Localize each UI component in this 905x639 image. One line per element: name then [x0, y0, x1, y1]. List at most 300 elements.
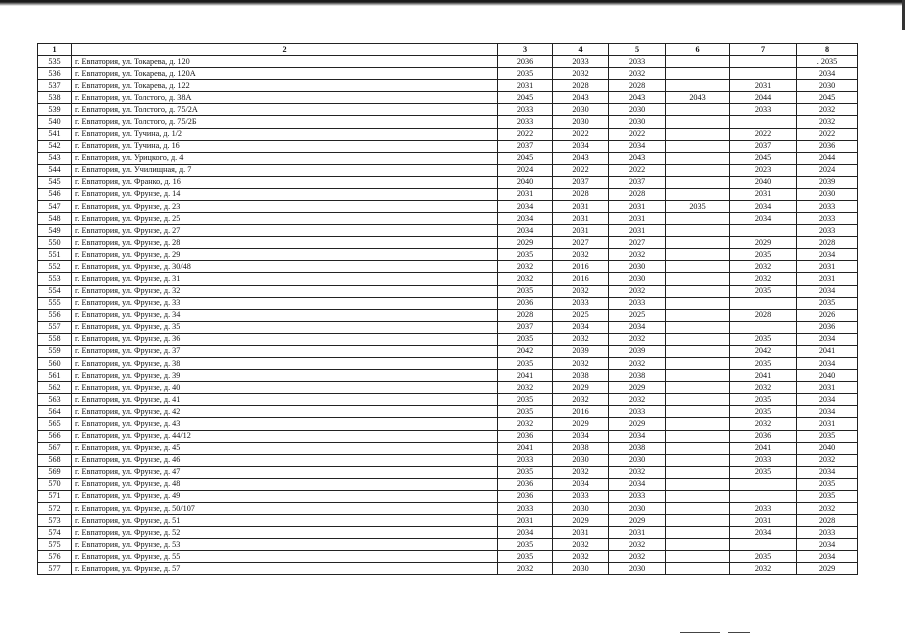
value-cell-col-3: 2036 — [498, 56, 553, 68]
address-cell: г. Евпатория, ул. Фрунзе, д. 50/107 — [72, 502, 498, 514]
value-cell-col-3: 2034 — [498, 527, 553, 539]
value-cell-col-5: 2030 — [609, 563, 666, 575]
value-cell-col-6 — [666, 515, 730, 527]
value-cell-col-5: 2033 — [609, 490, 666, 502]
value-cell-col-7: 2035 — [730, 249, 797, 261]
row-number-cell: 541 — [38, 128, 72, 140]
value-cell-col-3: 2042 — [498, 345, 553, 357]
value-cell-col-8: 2034 — [797, 68, 858, 80]
value-cell-col-8: 2030 — [797, 188, 858, 200]
value-cell-col-5: 2029 — [609, 515, 666, 527]
value-cell-col-6 — [666, 188, 730, 200]
row-number-cell: 572 — [38, 502, 72, 514]
value-cell-col-7: 2035 — [730, 394, 797, 406]
value-cell-col-8: 2036 — [797, 140, 858, 152]
table-row — [38, 502, 858, 514]
value-cell-col-5: 2030 — [609, 273, 666, 285]
address-cell: г. Евпатория, ул. Фрунзе, д. 48 — [72, 478, 498, 490]
row-number-cell: 546 — [38, 188, 72, 200]
value-cell-col-4: 2032 — [553, 539, 609, 551]
value-cell-col-7: 2031 — [730, 80, 797, 92]
value-cell-col-3: 2037 — [498, 321, 553, 333]
table-row — [38, 490, 858, 502]
value-cell-col-5: 2022 — [609, 164, 666, 176]
table-row — [38, 201, 858, 213]
value-cell-col-4: 2031 — [553, 213, 609, 225]
value-cell-col-3: 2041 — [498, 370, 553, 382]
value-cell-col-7: 2033 — [730, 104, 797, 116]
address-cell: г. Евпатория, ул. Тучина, д. 16 — [72, 140, 498, 152]
value-cell-col-7: 2032 — [730, 273, 797, 285]
value-cell-col-3: 2035 — [498, 551, 553, 563]
address-cell: г. Евпатория, ул. Токарева, д. 122 — [72, 80, 498, 92]
row-number-cell: 545 — [38, 176, 72, 188]
address-cell: г. Евпатория, ул. Фрунзе, д. 53 — [72, 539, 498, 551]
value-cell-col-3: 2032 — [498, 382, 553, 394]
value-cell-col-3: 2035 — [498, 466, 553, 478]
row-number-cell: 543 — [38, 152, 72, 164]
row-number-cell: 559 — [38, 345, 72, 357]
address-cell: г. Евпатория, ул. Фрунзе, д. 35 — [72, 321, 498, 333]
value-cell-col-4: 2030 — [553, 104, 609, 116]
value-cell-col-8: . 2035 — [797, 56, 858, 68]
value-cell-col-7 — [730, 68, 797, 80]
address-cell: г. Евпатория, ул. Фрунзе, д. 14 — [72, 188, 498, 200]
value-cell-col-4: 2028 — [553, 80, 609, 92]
row-number-cell: 556 — [38, 309, 72, 321]
table-body — [38, 56, 858, 575]
value-cell-col-8: 2034 — [797, 394, 858, 406]
value-cell-col-3: 2041 — [498, 442, 553, 454]
value-cell-col-4: 2043 — [553, 92, 609, 104]
value-cell-col-8: 2040 — [797, 442, 858, 454]
row-number-cell: 550 — [38, 237, 72, 249]
value-cell-col-8: 2035 — [797, 490, 858, 502]
value-cell-col-8: 2034 — [797, 285, 858, 297]
row-number-cell: 570 — [38, 478, 72, 490]
value-cell-col-5: 2027 — [609, 237, 666, 249]
value-cell-col-3: 2035 — [498, 249, 553, 261]
register-table — [37, 43, 858, 575]
value-cell-col-6 — [666, 140, 730, 152]
value-cell-col-6 — [666, 213, 730, 225]
row-number-cell: 565 — [38, 418, 72, 430]
value-cell-col-3: 2035 — [498, 333, 553, 345]
value-cell-col-4: 2029 — [553, 515, 609, 527]
table-row — [38, 188, 858, 200]
value-cell-col-7: 2034 — [730, 213, 797, 225]
value-cell-col-5: 2038 — [609, 442, 666, 454]
value-cell-col-7 — [730, 321, 797, 333]
value-cell-col-4: 2022 — [553, 128, 609, 140]
value-cell-col-6 — [666, 225, 730, 237]
value-cell-col-8: 2032 — [797, 104, 858, 116]
header-cell-col-2: 2 — [72, 44, 498, 56]
value-cell-col-4: 2033 — [553, 56, 609, 68]
row-number-cell: 552 — [38, 261, 72, 273]
value-cell-col-4: 2032 — [553, 358, 609, 370]
value-cell-col-6 — [666, 309, 730, 321]
value-cell-col-5: 2030 — [609, 502, 666, 514]
address-cell: г. Евпатория, ул. Фрунзе, д. 46 — [72, 454, 498, 466]
value-cell-col-5: 2032 — [609, 68, 666, 80]
address-cell: г. Евпатория, ул. Толстого, д. 38А — [72, 92, 498, 104]
value-cell-col-7: 2036 — [730, 430, 797, 442]
value-cell-col-5: 2030 — [609, 104, 666, 116]
value-cell-col-3: 2035 — [498, 285, 553, 297]
value-cell-col-7: 2035 — [730, 406, 797, 418]
table-row — [38, 225, 858, 237]
row-number-cell: 542 — [38, 140, 72, 152]
value-cell-col-4: 2030 — [553, 502, 609, 514]
value-cell-col-8: 2030 — [797, 80, 858, 92]
address-cell: г. Евпатория, ул. Фрунзе, д. 28 — [72, 237, 498, 249]
value-cell-col-4: 2032 — [553, 249, 609, 261]
value-cell-col-6 — [666, 249, 730, 261]
value-cell-col-5: 2033 — [609, 297, 666, 309]
value-cell-col-5: 2032 — [609, 358, 666, 370]
value-cell-col-6 — [666, 454, 730, 466]
value-cell-col-4: 2043 — [553, 152, 609, 164]
table-row — [38, 418, 858, 430]
value-cell-col-4: 2038 — [553, 370, 609, 382]
value-cell-col-7: 2023 — [730, 164, 797, 176]
value-cell-col-3: 2033 — [498, 104, 553, 116]
value-cell-col-5: 2034 — [609, 140, 666, 152]
value-cell-col-3: 2032 — [498, 418, 553, 430]
row-number-cell: 562 — [38, 382, 72, 394]
row-number-cell: 544 — [38, 164, 72, 176]
value-cell-col-3: 2036 — [498, 490, 553, 502]
value-cell-col-3: 2024 — [498, 164, 553, 176]
value-cell-col-5: 2028 — [609, 80, 666, 92]
value-cell-col-5: 2032 — [609, 551, 666, 563]
value-cell-col-7 — [730, 56, 797, 68]
value-cell-col-5: 2043 — [609, 92, 666, 104]
row-number-cell: 553 — [38, 273, 72, 285]
value-cell-col-7: 2032 — [730, 261, 797, 273]
value-cell-col-4: 2034 — [553, 140, 609, 152]
header-row — [38, 44, 858, 56]
address-cell: г. Евпатория, ул. Толстого, д. 75/2А — [72, 104, 498, 116]
value-cell-col-3: 2037 — [498, 140, 553, 152]
value-cell-col-5: 2032 — [609, 539, 666, 551]
value-cell-col-8: 2032 — [797, 502, 858, 514]
value-cell-col-7: 2031 — [730, 515, 797, 527]
value-cell-col-8: 2034 — [797, 333, 858, 345]
value-cell-col-8: 2028 — [797, 237, 858, 249]
table-row — [38, 454, 858, 466]
value-cell-col-4: 2039 — [553, 345, 609, 357]
value-cell-col-3: 2036 — [498, 297, 553, 309]
value-cell-col-6 — [666, 551, 730, 563]
value-cell-col-6 — [666, 273, 730, 285]
value-cell-col-7: 2031 — [730, 188, 797, 200]
value-cell-col-5: 2032 — [609, 333, 666, 345]
table-row — [38, 370, 858, 382]
table-row — [38, 515, 858, 527]
value-cell-col-7: 2035 — [730, 466, 797, 478]
value-cell-col-4: 2029 — [553, 382, 609, 394]
value-cell-col-4: 2032 — [553, 394, 609, 406]
address-cell: г. Евпатория, ул. Токарева, д. 120А — [72, 68, 498, 80]
row-number-cell: 536 — [38, 68, 72, 80]
value-cell-col-6 — [666, 478, 730, 490]
row-number-cell: 561 — [38, 370, 72, 382]
value-cell-col-6: 2035 — [666, 201, 730, 213]
row-number-cell: 569 — [38, 466, 72, 478]
value-cell-col-3: 2035 — [498, 68, 553, 80]
row-number-cell: 539 — [38, 104, 72, 116]
table-row — [38, 478, 858, 490]
value-cell-col-7: 2034 — [730, 201, 797, 213]
table-row — [38, 527, 858, 539]
value-cell-col-7 — [730, 490, 797, 502]
address-cell: г. Евпатория, ул. Фрунзе, д. 57 — [72, 563, 498, 575]
value-cell-col-8: 2034 — [797, 466, 858, 478]
value-cell-col-7: 2022 — [730, 128, 797, 140]
address-cell: г. Евпатория, ул. Фрунзе, д. 49 — [72, 490, 498, 502]
table-row — [38, 406, 858, 418]
value-cell-col-4: 2030 — [553, 454, 609, 466]
value-cell-col-8: 2033 — [797, 527, 858, 539]
value-cell-col-5: 2031 — [609, 213, 666, 225]
value-cell-col-3: 2035 — [498, 406, 553, 418]
value-cell-col-4: 2029 — [553, 418, 609, 430]
value-cell-col-4: 2032 — [553, 68, 609, 80]
value-cell-col-4: 2034 — [553, 478, 609, 490]
value-cell-col-4: 2028 — [553, 188, 609, 200]
value-cell-col-8: 2036 — [797, 321, 858, 333]
value-cell-col-7: 2029 — [730, 237, 797, 249]
value-cell-col-5: 2029 — [609, 418, 666, 430]
address-cell: г. Евпатория, ул. Фрунзе, д. 30/48 — [72, 261, 498, 273]
value-cell-col-6 — [666, 358, 730, 370]
value-cell-col-6 — [666, 406, 730, 418]
value-cell-col-6: 2043 — [666, 92, 730, 104]
row-number-cell: 537 — [38, 80, 72, 92]
value-cell-col-6 — [666, 430, 730, 442]
value-cell-col-5: 2039 — [609, 345, 666, 357]
table-row — [38, 563, 858, 575]
table-row — [38, 237, 858, 249]
row-number-cell: 538 — [38, 92, 72, 104]
value-cell-col-5: 2034 — [609, 430, 666, 442]
value-cell-col-8: 2022 — [797, 128, 858, 140]
value-cell-col-7: 2035 — [730, 358, 797, 370]
value-cell-col-6 — [666, 418, 730, 430]
value-cell-col-4: 2038 — [553, 442, 609, 454]
table-row — [38, 309, 858, 321]
value-cell-col-4: 2033 — [553, 490, 609, 502]
value-cell-col-3: 2031 — [498, 515, 553, 527]
value-cell-col-8: 2034 — [797, 406, 858, 418]
value-cell-col-6 — [666, 321, 730, 333]
value-cell-col-5: 2032 — [609, 249, 666, 261]
value-cell-col-4: 2027 — [553, 237, 609, 249]
table-row — [38, 466, 858, 478]
value-cell-col-5: 2043 — [609, 152, 666, 164]
value-cell-col-7: 2028 — [730, 309, 797, 321]
value-cell-col-5: 2022 — [609, 128, 666, 140]
value-cell-col-8: 2035 — [797, 430, 858, 442]
value-cell-col-5: 2033 — [609, 56, 666, 68]
value-cell-col-8: 2028 — [797, 515, 858, 527]
row-number-cell: 560 — [38, 358, 72, 370]
value-cell-col-7: 2041 — [730, 370, 797, 382]
value-cell-col-5: 2025 — [609, 309, 666, 321]
row-number-cell: 547 — [38, 201, 72, 213]
value-cell-col-6 — [666, 563, 730, 575]
address-cell: г. Евпатория, ул. Фрунзе, д. 27 — [72, 225, 498, 237]
value-cell-col-3: 2033 — [498, 116, 553, 128]
address-cell: г. Евпатория, ул. Фрунзе, д. 33 — [72, 297, 498, 309]
value-cell-col-4: 2032 — [553, 466, 609, 478]
value-cell-col-4: 2030 — [553, 116, 609, 128]
value-cell-col-8: 2026 — [797, 309, 858, 321]
value-cell-col-3: 2032 — [498, 261, 553, 273]
value-cell-col-5: 2032 — [609, 394, 666, 406]
scan-mark — [680, 632, 720, 633]
value-cell-col-4: 2037 — [553, 176, 609, 188]
row-number-cell: 573 — [38, 515, 72, 527]
value-cell-col-6 — [666, 80, 730, 92]
value-cell-col-6 — [666, 466, 730, 478]
value-cell-col-6 — [666, 394, 730, 406]
header-cell-col-4: 4 — [553, 44, 609, 56]
address-cell: г. Евпатория, ул. Фрунзе, д. 37 — [72, 345, 498, 357]
value-cell-col-8: 2034 — [797, 539, 858, 551]
address-cell: г. Евпатория, ул. Фрунзе, д. 29 — [72, 249, 498, 261]
value-cell-col-3: 2035 — [498, 358, 553, 370]
value-cell-col-6 — [666, 237, 730, 249]
value-cell-col-6 — [666, 56, 730, 68]
table-row — [38, 152, 858, 164]
row-number-cell: 568 — [38, 454, 72, 466]
table-row — [38, 128, 858, 140]
table-row — [38, 213, 858, 225]
value-cell-col-7 — [730, 116, 797, 128]
value-cell-col-5: 2030 — [609, 454, 666, 466]
header-cell-col-7: 7 — [730, 44, 797, 56]
header-cell-col-1: 1 — [38, 44, 72, 56]
address-cell: г. Евпатория, ул. Фрунзе, д. 44/12 — [72, 430, 498, 442]
value-cell-col-5: 2032 — [609, 466, 666, 478]
address-cell: г. Евпатория, ул. Фрунзе, д. 52 — [72, 527, 498, 539]
value-cell-col-3: 2036 — [498, 430, 553, 442]
value-cell-col-5: 2038 — [609, 370, 666, 382]
table-row — [38, 164, 858, 176]
row-number-cell: 555 — [38, 297, 72, 309]
value-cell-col-5: 2030 — [609, 116, 666, 128]
value-cell-col-4: 2025 — [553, 309, 609, 321]
table-row — [38, 140, 858, 152]
value-cell-col-6 — [666, 104, 730, 116]
value-cell-col-8: 2044 — [797, 152, 858, 164]
value-cell-col-8: 2045 — [797, 92, 858, 104]
value-cell-col-6 — [666, 152, 730, 164]
value-cell-col-5: 2032 — [609, 285, 666, 297]
value-cell-col-7: 2041 — [730, 442, 797, 454]
value-cell-col-3: 2029 — [498, 237, 553, 249]
address-cell: г. Евпатория, ул. Фрунзе, д. 41 — [72, 394, 498, 406]
row-number-cell: 575 — [38, 539, 72, 551]
table-row — [38, 249, 858, 261]
address-cell: г. Евпатория, ул. Фрунзе, д. 43 — [72, 418, 498, 430]
address-cell: г. Евпатория, ул. Фрунзе, д. 55 — [72, 551, 498, 563]
address-cell: г. Евпатория, ул. Фрунзе, д. 38 — [72, 358, 498, 370]
scan-top-edge — [0, 0, 905, 8]
row-number-cell: 577 — [38, 563, 72, 575]
row-number-cell: 540 — [38, 116, 72, 128]
value-cell-col-8: 2035 — [797, 297, 858, 309]
value-cell-col-4: 2032 — [553, 333, 609, 345]
value-cell-col-5: 2034 — [609, 478, 666, 490]
value-cell-col-8: 2040 — [797, 370, 858, 382]
value-cell-col-5: 2037 — [609, 176, 666, 188]
value-cell-col-7: 2037 — [730, 140, 797, 152]
value-cell-col-4: 2030 — [553, 563, 609, 575]
row-number-cell: 558 — [38, 333, 72, 345]
value-cell-col-4: 2032 — [553, 285, 609, 297]
value-cell-col-6 — [666, 176, 730, 188]
value-cell-col-3: 2035 — [498, 539, 553, 551]
address-cell: г. Евпатория, ул. Фрунзе, д. 34 — [72, 309, 498, 321]
value-cell-col-8: 2032 — [797, 454, 858, 466]
row-number-cell: 549 — [38, 225, 72, 237]
value-cell-col-7 — [730, 539, 797, 551]
value-cell-col-6 — [666, 442, 730, 454]
table-row — [38, 104, 858, 116]
value-cell-col-3: 2034 — [498, 201, 553, 213]
value-cell-col-7: 2035 — [730, 285, 797, 297]
value-cell-col-7: 2042 — [730, 345, 797, 357]
row-number-cell: 554 — [38, 285, 72, 297]
value-cell-col-7 — [730, 225, 797, 237]
value-cell-col-3: 2045 — [498, 152, 553, 164]
header-cell-col-3: 3 — [498, 44, 553, 56]
value-cell-col-4: 2033 — [553, 297, 609, 309]
address-cell: г. Евпатория, ул. Фрунзе, д. 25 — [72, 213, 498, 225]
row-number-cell: 551 — [38, 249, 72, 261]
row-number-cell: 557 — [38, 321, 72, 333]
value-cell-col-3: 2045 — [498, 92, 553, 104]
value-cell-col-6 — [666, 164, 730, 176]
value-cell-col-8: 2031 — [797, 418, 858, 430]
value-cell-col-7: 2032 — [730, 418, 797, 430]
table-row — [38, 285, 858, 297]
value-cell-col-3: 2034 — [498, 225, 553, 237]
table-row — [38, 68, 858, 80]
value-cell-col-7: 2032 — [730, 382, 797, 394]
table-row — [38, 358, 858, 370]
value-cell-col-8: 2024 — [797, 164, 858, 176]
value-cell-col-8: 2041 — [797, 345, 858, 357]
row-number-cell: 576 — [38, 551, 72, 563]
value-cell-col-4: 2031 — [553, 527, 609, 539]
value-cell-col-8: 2034 — [797, 249, 858, 261]
value-cell-col-3: 2031 — [498, 188, 553, 200]
address-cell: г. Евпатория, ул. Фрунзе, д. 40 — [72, 382, 498, 394]
header-cell-col-5: 5 — [609, 44, 666, 56]
value-cell-col-5: 2033 — [609, 406, 666, 418]
table-row — [38, 345, 858, 357]
value-cell-col-3: 2031 — [498, 80, 553, 92]
value-cell-col-8: 2033 — [797, 201, 858, 213]
value-cell-col-8: 2035 — [797, 478, 858, 490]
value-cell-col-4: 2034 — [553, 321, 609, 333]
value-cell-col-3: 2040 — [498, 176, 553, 188]
